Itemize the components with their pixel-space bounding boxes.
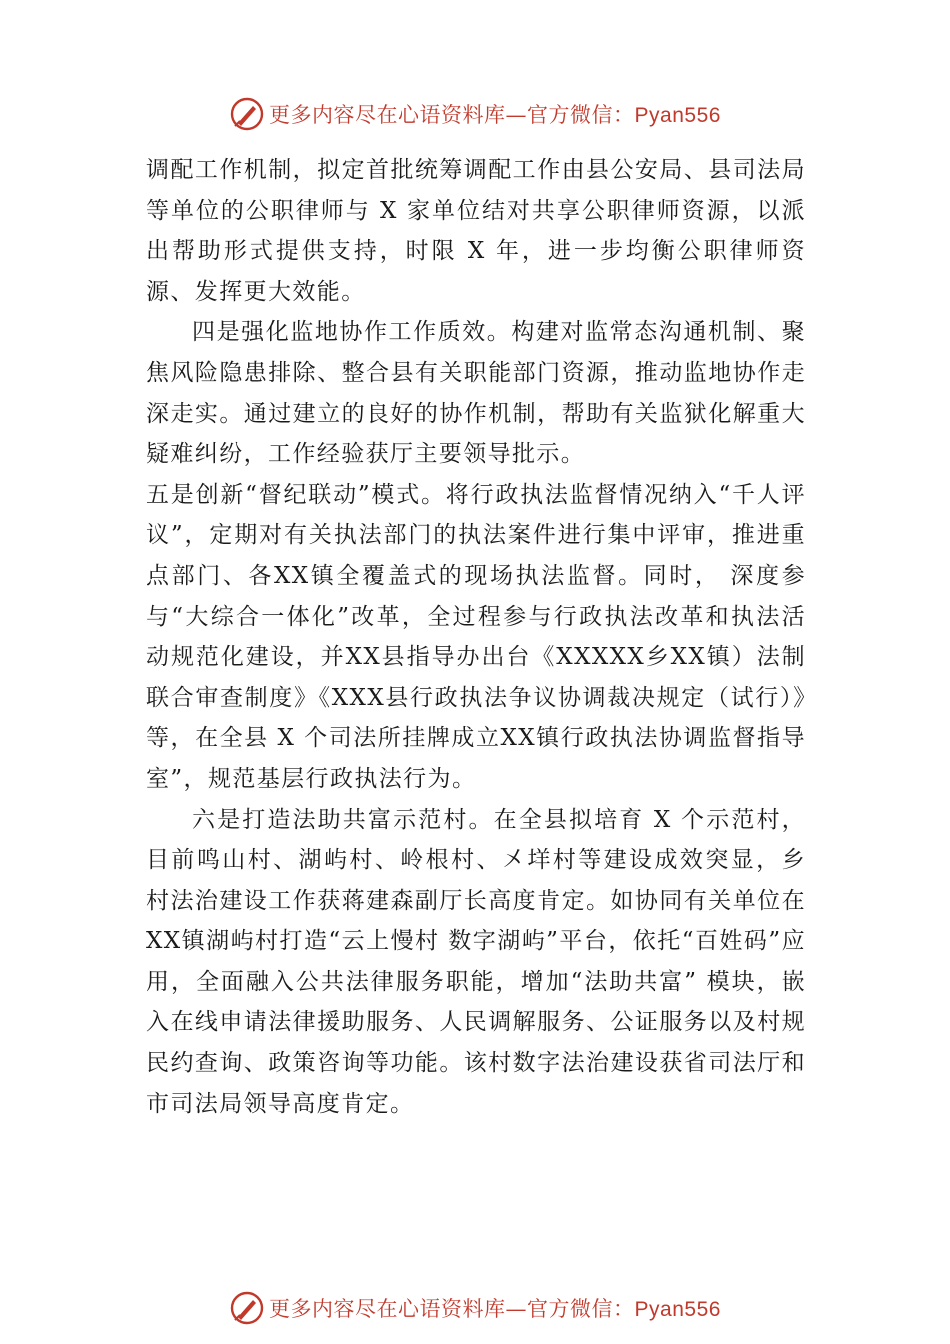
paragraph-3: 五是创新“督纪联动”模式。将行政执法监督情况纳入“千人评议”，定期对有关执法部门的执法案件进行集中评审，推进重点部门、各XX镇全覆盖式的现场执法监督。同时， 深度参与“大综合一体化”改革，全过程参与行政执法改革和执法活动规范化建设，并XX县指导办出台《XXXXX乡XX镇）法制联合审查制度》《XXX县行政执法争议协调裁决规定（试行）》等，在全县 X 个司法所挂牌成立XX镇行政执法协调监督指导室”，规范基层行政执法行为。 bbox=[146, 481, 806, 792]
watermark-handle: Pyan556 bbox=[634, 104, 721, 127]
footer-watermark bbox=[0, 1288, 950, 1328]
watermark-text: 更多内容尽在心语资料库—官方微信：Pyan556 bbox=[269, 103, 721, 127]
header-watermark bbox=[0, 94, 950, 134]
paragraph-4: 六是打造法助共富示范村。在全县拟培育 X 个示范村，目前鸣山村、湖屿村、岭根村、㐅垟村等建设成效突显，乡 村法治建设工作获蒋建森副厅长高度肯定。如协同有关单位在XX镇湖屿村打造“云上慢村 数字湖屿”平台，依托“百姓码”应用，全面融入公共法律服务职能，增加“法助共富” 模块，嵌入在线申请法律援助服务、人民调解服务、公证服务以及村规民约查询、政策咨询等功能。该村数字法治建设获省司法厅和市司法局领导高度肯定。 bbox=[146, 806, 806, 1117]
pen-logo-icon bbox=[229, 1290, 265, 1326]
paragraph-2: 四是强化监地协作工作质效。构建对监常态沟通机制、聚焦风险隐患排除、整合县有关职能部门资源，推动监地协作走深走实。通过建立的良好的协作机制，帮助有关监狱化解重大疑难纠纷，工作经验获厅主要领导批示。 bbox=[146, 319, 806, 468]
paragraph-1: 调配工作机制，拟定首批统筹调配工作由县公安局、县司法局等单位的公职律师与 X 家单位结对共享公职律师资源，以派出帮助形式提供支持，时限 X 年，进一步均衡公职律师资源、发挥更大效能。 bbox=[146, 157, 806, 305]
pen-logo-icon bbox=[229, 96, 265, 132]
document-body bbox=[146, 150, 806, 1124]
watermark-text: 更多内容尽在心语资料库—官方微信：Pyan556 bbox=[269, 1297, 721, 1321]
watermark-handle: Pyan556 bbox=[634, 1298, 721, 1321]
